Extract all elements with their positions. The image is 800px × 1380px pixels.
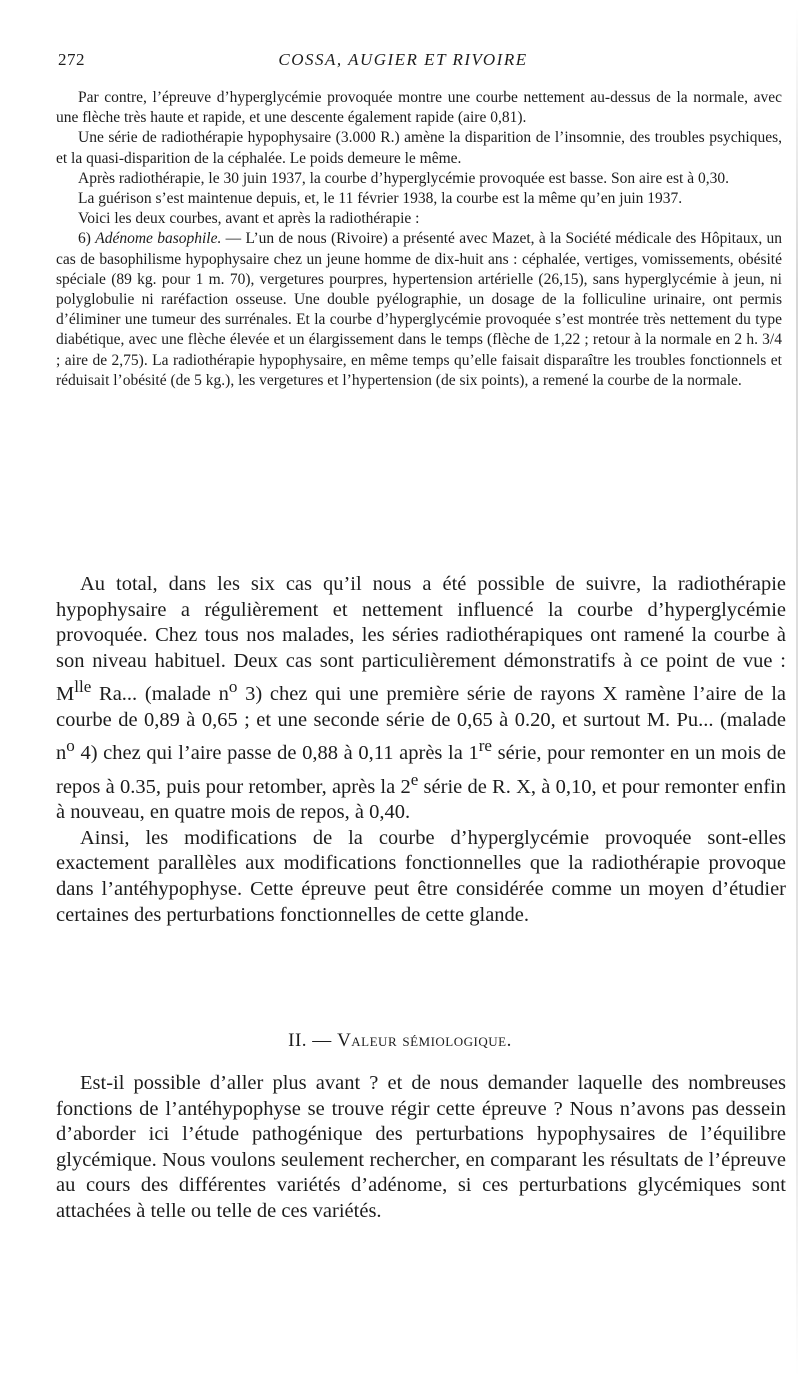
final-paragraph: Est-il possible d’aller plus avant ? et de nous demander laquelle des nombreuses fonctions de l’antéhypophyse se trouve régir cette épreuve ? Nous n’avons pas dessein d’aborder ici l’étude pathogénique des perturbations hypophysaires de l’équilibre glycémique. Nous voulons seulement rechercher, en comparant les résultats de l’épreuve au cours des différentes variétés d’adénome, si ces perturbations glycémiques sont attachées à telle ou telle de ces variétés. [56, 1072, 786, 1222]
paragraph: Après radiothérapie, le 30 juin 1937, la courbe d’hyperglycémie provoquée est basse. Son aire est à 0,30. [78, 169, 729, 187]
summary-paragraph: Au total, dans les six cas qu’il nous a été possible de suivre, la radiothérapie hypophysaire a régulièrement et nettement influencé la courbe d’hyperglycémie provoquée. Chez tous nos malades, les séries radiothérapiques ont ramené la courbe à son niveau habituel. Deux cas sont particulièrement démonstratifs à ce point de vue : $M^{lle}$ Ra... (malade $n^o$ 3) chez qui une première série de rayons X ramène l’aire de la courbe de 0,89 à 0,65 ; et une seconde série de 0,65 à 0.20, et surtout M. Pu... (malade $n^o$ 4) chez qui l’aire passe de 0,88 à 0,11 après la 1re série, pour remonter en un mois de repos à 0.35, puis pour retomber, après la 2e série de R. X, à 0,10, et pour remonter enfin à nouveau, en quatre mois de repos, à 0,40. [56, 573, 786, 824]
section-heading [0, 1030, 800, 1052]
page-number: 272 [58, 50, 85, 69]
case-text: — L’un de nous (Rivoire) a présenté avec Mazet, à la Société médicale des Hôpitaux, un cas de basophilisme hypophysaire chez un jeune homme de dix-huit ans : céphalée, vertiges, vomissements, obésité spéciale (89 kg. pour 1 m. 70), vergetures pourpres, hypertension artérielle (26,15), sans hyperglycémie à jeun, ni polyglobulie ni raréfaction osseuse. Une double pyélographie, un dosage de la folliculine urinaire, ont permis d’éliminer une tumeur des surrénales. Et la courbe d’hyperglycémie provoquée s’est montrée très nettement du type diabétique, avec une flèche élevée et un élargissement dans le temps (flèche de 1,22 ; retour à la normale en 2 h. 3/4 ; aire de 2,75). La radiothérapie hypophysaire, en même temps qu’elle faisait disparaître les troubles fonctionnels et réduisait l’obésité (de 5 kg.), les vergetures et l’hypertension (de six points), a remené la courbe de la normale. [56, 230, 782, 389]
section-title: Valeur sémiologique. [337, 1030, 512, 1051]
case-title: Adénome basophile. [95, 230, 222, 248]
page-header [58, 50, 748, 72]
paragraph: Voici les deux courbes, avant et après la radiothérapie : [78, 210, 420, 228]
main-text-block [56, 572, 786, 928]
paragraph: Une série de radiothérapie hypophysaire (3.000 R.) amène la disparition de l’insomnie, des troubles psychiques, et la quasi-disparition de la céphalée. Le poids demeure le même. [56, 129, 782, 167]
running-head: COSSA, AUGIER ET RIVOIRE [278, 50, 528, 69]
final-text-block [56, 1071, 786, 1225]
paragraph: Par contre, l’épreuve d’hyperglycémie provoquée montre une courbe nettement au-dessus de la normale, avec une flèche très haute et rapide, et une descente également rapide (aire 0,81). [56, 89, 782, 127]
small-print-block [56, 88, 782, 391]
conclusion-paragraph: Ainsi, les modifications de la courbe d’hyperglycémie provoquée sont-elles exactement parallèles aux modifications fonctionnelles que la radiothérapie provoque dans l’antéhypophyse. Cette épreuve peut être considérée comme un moyen d’étudier certaines des perturbations fonctionnelles de cette glande. [56, 826, 786, 926]
case-6-paragraph [56, 229, 782, 391]
page-edge-shadow [796, 8, 798, 1378]
paragraph: La guérison s’est maintenue depuis, et, le 11 février 1938, la courbe est la même qu’en juin 1937. [78, 190, 683, 208]
section-numeral: II. — [288, 1030, 332, 1051]
case-number: 6) [78, 230, 91, 248]
